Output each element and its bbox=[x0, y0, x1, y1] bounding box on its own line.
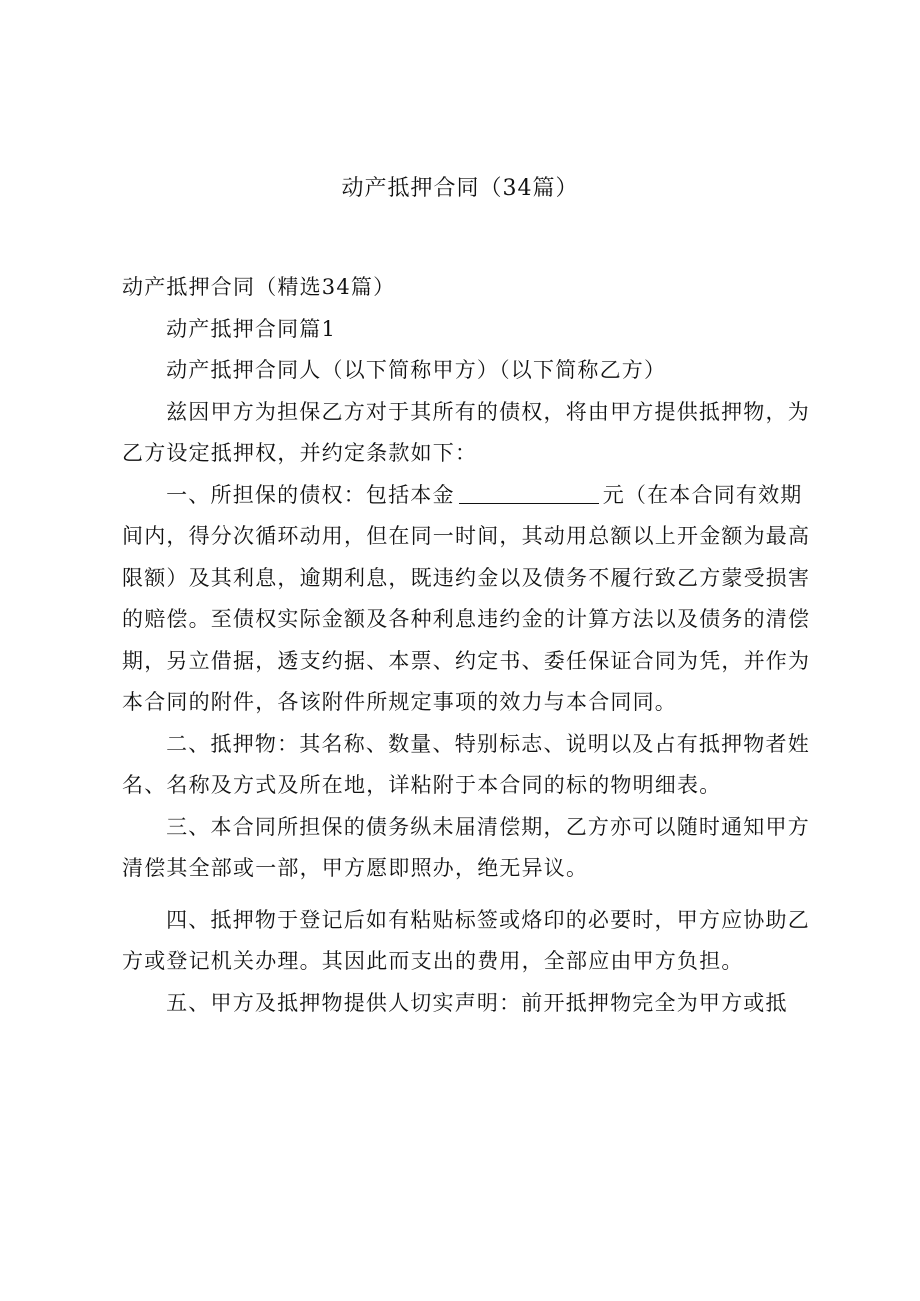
clause-1-text-before-blank: 一、所担保的债权：包括本金 bbox=[166, 482, 455, 507]
clause-1-text-after-blank: 元（在本合同有效期间内，得分次循环动用，但在同一时间，其动用总额以上开金额为最高限额）及其利息，逾期利息，既违约金以及债务不履行致乙方蒙受损害的赔偿。至债权实际金额及各种利息违约金的计算方法以及债务的清偿期，另立借据，透支约据、本票、约定书、委任保证合同为凭，并作为本合同的附件，各该附件所规定事项的效力与本合同同。 bbox=[122, 482, 811, 714]
document-body bbox=[122, 267, 822, 1024]
clause-5-paragraph: 五、甲方及抵押物提供人切实声明：前开抵押物完全为甲方或抵 bbox=[166, 990, 788, 1015]
clause-4-paragraph: 四、抵押物于登记后如有粘贴标签或烙印的必要时，甲方应协助乙方或登记机关办理。其因此而支出的费用，全部应由甲方负担。 bbox=[122, 907, 810, 973]
document-subtitle: 动产抵押合同（精选34篇） bbox=[122, 275, 396, 299]
document-title: 动产抵押合同（34篇） bbox=[341, 176, 579, 201]
clause-3-paragraph: 三、本合同所担保的债务纵未届清偿期，乙方亦可以随时通知甲方清偿其全部或一部，甲方愿即照办，绝无异议。 bbox=[122, 814, 810, 880]
clause-2-paragraph: 二、抵押物：其名称、数量、特别标志、说明以及占有抵押物者姓名、名称及方式及所在地，详粘附于本合同的标的物明细表。 bbox=[122, 731, 810, 797]
parties-paragraph: 动产抵押合同人（以下简称甲方）（以下简称乙方） bbox=[166, 358, 667, 382]
section-heading: 动产抵押合同篇1 bbox=[166, 316, 337, 341]
intro-paragraph: 兹因甲方为担保乙方对于其所有的债权，将由甲方提供抵押物，为乙方设定抵押权，并约定条款如下： bbox=[122, 399, 810, 465]
clause-1-paragraph bbox=[122, 475, 822, 724]
amount-blank-line bbox=[459, 481, 599, 504]
